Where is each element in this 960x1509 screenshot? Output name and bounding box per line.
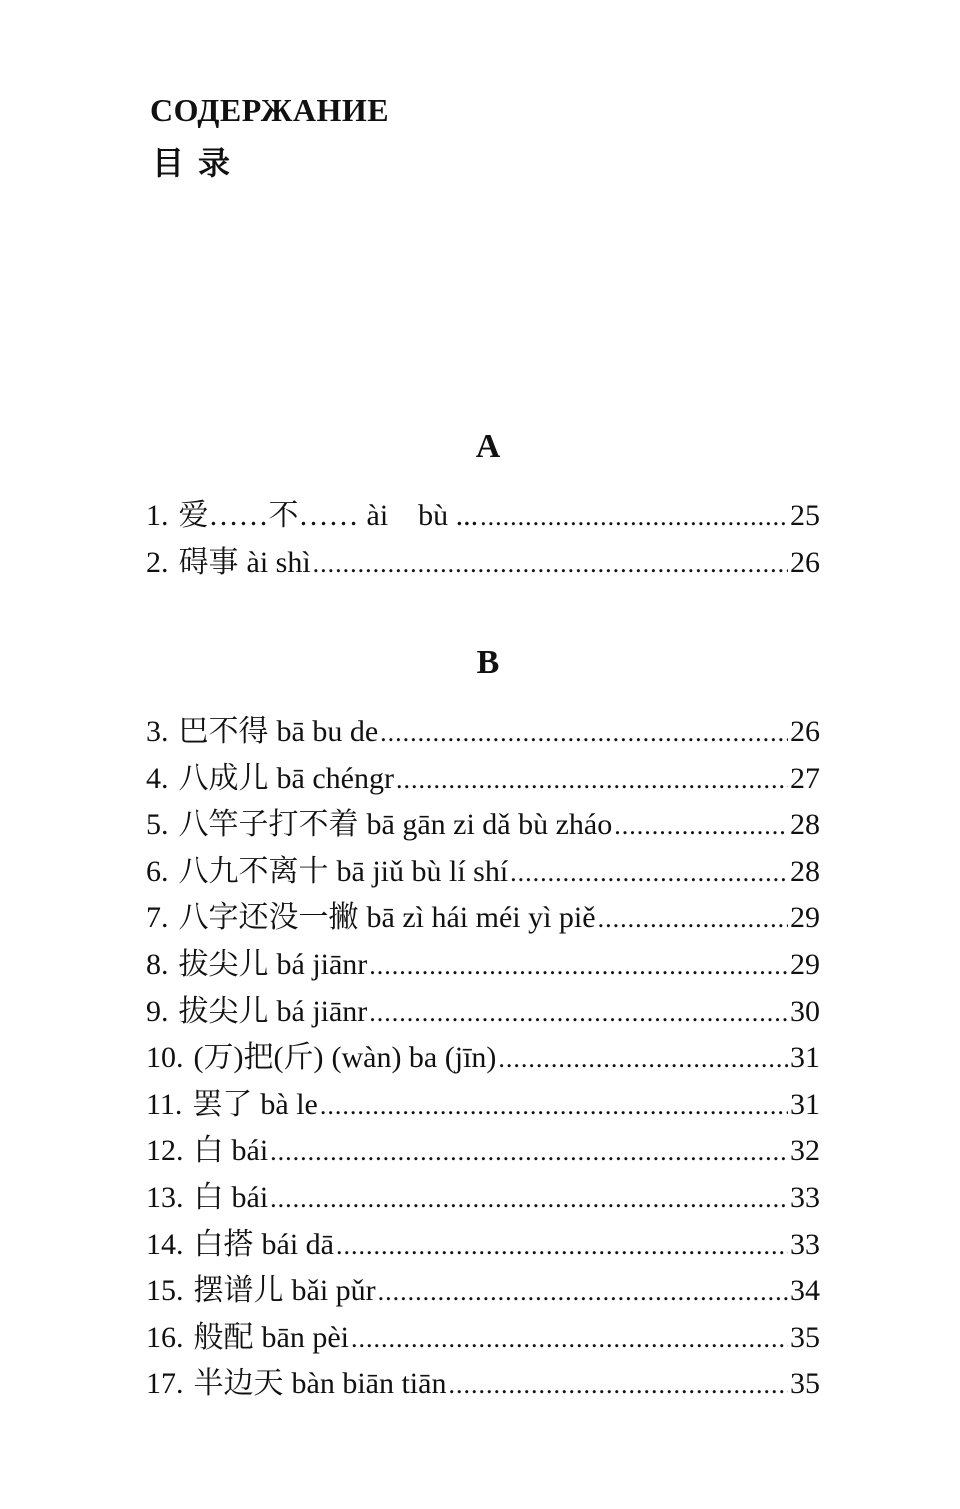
toc-entry[interactable] <box>146 1079 820 1126</box>
toc-section-b <box>146 640 820 1405</box>
entry-number: 14. <box>146 1227 184 1261</box>
entry-number: 5. <box>146 808 169 842</box>
entry-number: 9. <box>146 994 169 1028</box>
entry-chinese: 碍事 <box>178 545 239 579</box>
entry-number: 4. <box>146 761 169 795</box>
entry-page-number: 31 <box>790 1087 820 1121</box>
dot-leader <box>614 811 788 841</box>
entry-chinese: 半边天 <box>193 1367 284 1401</box>
entry-number: 16. <box>146 1320 184 1354</box>
entry-page-number: 26 <box>790 715 820 748</box>
entry-chinese: 八九不离十 <box>178 854 329 888</box>
entry-chinese: 罢了 <box>192 1087 253 1121</box>
entry-number: 3. <box>146 715 169 748</box>
toc-entry[interactable] <box>146 706 820 753</box>
entry-number: 2. <box>146 545 169 579</box>
toc-entry[interactable] <box>146 490 820 537</box>
entry-chinese: (万)把(斤) <box>193 1041 324 1075</box>
dot-leader <box>313 549 788 579</box>
entry-pinyin: ài shì <box>246 545 311 579</box>
entry-number: 13. <box>146 1180 184 1214</box>
entry-number: 8. <box>146 947 169 981</box>
dot-leader <box>510 858 788 888</box>
entry-number: 1. <box>146 499 169 532</box>
dot-leader <box>270 1184 788 1214</box>
entry-pinyin: bái <box>231 1134 269 1168</box>
entry-chinese: 白 <box>193 1134 224 1168</box>
entry-chinese: 八成儿 <box>178 761 269 795</box>
toc-entry[interactable] <box>146 1032 820 1079</box>
entry-chinese: 般配 <box>193 1320 254 1354</box>
entry-chinese: 白 <box>193 1180 224 1214</box>
entry-page-number: 31 <box>790 1041 820 1075</box>
entry-number: 12. <box>146 1134 184 1168</box>
dot-leader <box>448 1370 788 1400</box>
toc-entry[interactable] <box>146 1312 820 1359</box>
entry-page-number: 26 <box>790 545 820 579</box>
entry-number: 10. <box>146 1041 184 1075</box>
toc-entry[interactable] <box>146 1358 820 1405</box>
entry-page-number: 33 <box>790 1180 820 1214</box>
entry-page-number: 34 <box>790 1274 820 1308</box>
entry-page-number: 29 <box>790 947 820 981</box>
entry-page-number: 25 <box>790 499 820 532</box>
dot-leader <box>336 1231 788 1261</box>
entry-number: 11. <box>146 1087 183 1121</box>
entry-pinyin: bān pèi <box>261 1320 349 1354</box>
entry-pinyin: bā bu de <box>276 715 379 748</box>
toc-section-a <box>146 424 820 583</box>
toc-entry[interactable] <box>146 1219 820 1266</box>
entry-pinyin: bá jiānr <box>276 947 368 981</box>
entry-page-number: 28 <box>790 854 820 888</box>
entry-page-number: 27 <box>790 761 820 795</box>
entry-pinyin: bái dā <box>261 1227 334 1261</box>
entry-chinese: 爱……不…… <box>178 499 359 532</box>
entry-pinyin: (wàn) ba (jīn) <box>331 1041 497 1075</box>
entry-page-number: 28 <box>790 808 820 842</box>
entry-chinese: 拔尖儿 <box>178 947 269 981</box>
section-letter: B <box>476 644 500 681</box>
entry-page-number: 30 <box>790 994 820 1028</box>
entry-pinyin: bà le <box>260 1087 318 1121</box>
page-title: СОДЕРЖАНИЕ <box>150 92 390 128</box>
toc-entry[interactable] <box>146 1172 820 1219</box>
entry-pinyin: bā gān zi dǎ bù zháo <box>366 808 613 842</box>
entry-page-number: 33 <box>790 1227 820 1261</box>
section-letter: A <box>475 428 501 465</box>
dot-leader <box>598 904 788 934</box>
dot-leader <box>378 1277 788 1307</box>
entry-pinyin: bā jiǔ bù lí shí <box>336 854 509 888</box>
dot-leader <box>369 998 788 1028</box>
entry-chinese: 八字还没一撇 <box>178 901 359 935</box>
toc-entry[interactable] <box>146 846 820 893</box>
entry-number: 17. <box>146 1367 184 1401</box>
dot-leader <box>351 1324 788 1354</box>
dot-leader <box>369 951 788 981</box>
entry-number: 7. <box>146 901 169 935</box>
entry-page-number: 35 <box>790 1320 820 1354</box>
entry-number: 15. <box>146 1274 184 1308</box>
entry-pinyin: ài bù ... <box>366 499 479 532</box>
entry-page-number: 32 <box>790 1134 820 1168</box>
toc-entry[interactable] <box>146 986 820 1033</box>
entry-pinyin: bā chéngr <box>276 761 394 795</box>
dot-leader <box>396 765 788 795</box>
dot-leader <box>320 1091 788 1121</box>
entry-pinyin: bǎi pǔr <box>291 1274 376 1308</box>
dot-leader <box>498 1044 788 1074</box>
toc-entry[interactable] <box>146 799 820 846</box>
toc-entry[interactable] <box>146 537 820 584</box>
dot-leader <box>380 718 788 748</box>
entry-pinyin: bái <box>231 1180 269 1214</box>
dot-leader <box>480 502 788 532</box>
entry-chinese: 白搭 <box>193 1227 254 1261</box>
entry-pinyin: bàn biān tiān <box>291 1367 447 1401</box>
entry-number: 6. <box>146 854 169 888</box>
toc-entry[interactable] <box>146 939 820 986</box>
toc-entry[interactable] <box>146 892 820 939</box>
entry-chinese: 摆谱儿 <box>193 1274 284 1308</box>
entry-page-number: 29 <box>790 901 820 935</box>
entry-chinese: 巴不得 <box>178 715 269 748</box>
toc-entry[interactable] <box>146 753 820 800</box>
page-subtitle-chinese: 目录 <box>152 145 245 181</box>
toc-entry[interactable] <box>146 1125 820 1172</box>
entry-pinyin: bá jiānr <box>276 994 368 1028</box>
dot-leader <box>270 1137 788 1167</box>
toc-entry[interactable] <box>146 1265 820 1312</box>
entry-page-number: 35 <box>790 1367 820 1401</box>
entry-chinese: 八竿子打不着 <box>178 808 359 842</box>
entry-pinyin: bā zì hái méi yì piě <box>366 901 596 935</box>
entry-chinese: 拔尖儿 <box>178 994 269 1028</box>
